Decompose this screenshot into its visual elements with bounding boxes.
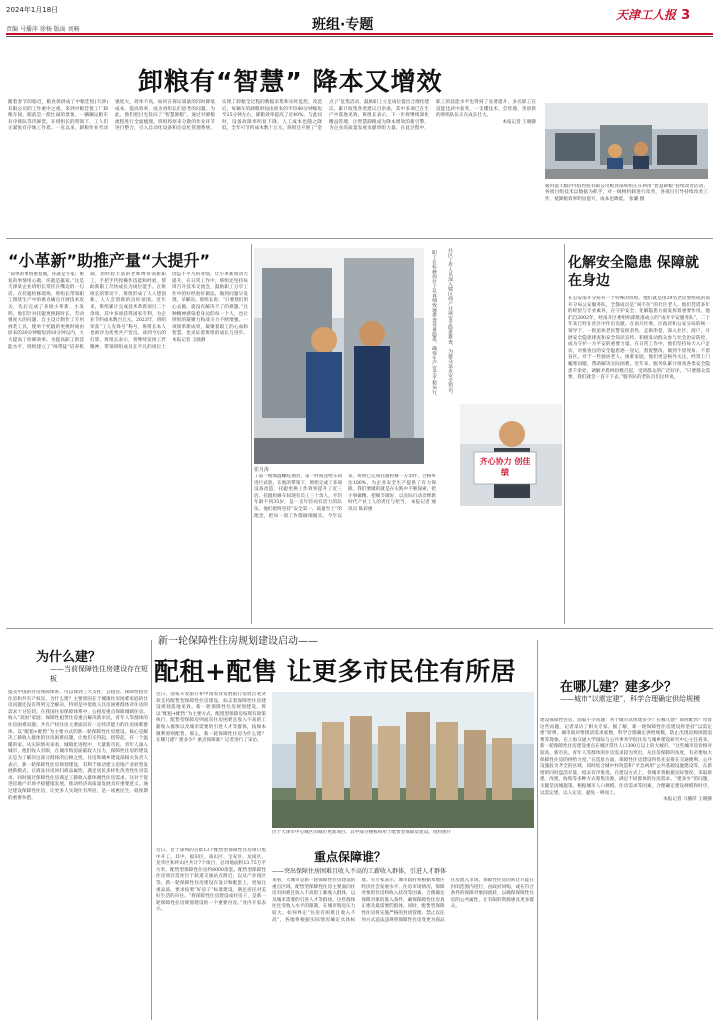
feature-reporter: 本报记者 马播萍 王晓静 — [663, 797, 712, 803]
feature-title: 配租+配售 让更多市民住有所居 — [154, 657, 517, 686]
sidebar-where-title: 在哪儿建？建多少？ — [560, 680, 678, 695]
feature-body: 近日，位于深圳的首批13个配售型保障性住房项目集中开工。其中，福田区、南山区、宝安区、龙岗区、龙华区和坪山区共计7个项目，总用地面积13.75万平方米，配售型保障性住房约8000余套。配售型保障性住房项目选址位于轨道交通站点附近，以及产业园区等。新一轮保障性住房建设在设计和配套上，更加注重品质，要求按照“好房子”标准建设，满足居民对美好生活的向往。“将保障性住房建设成好房子，是新一轮保障性住房规划建设的一个重要内容。”业内专家表示。 — [156, 848, 266, 913]
header-rule — [6, 33, 713, 35]
article1-title: 卸粮有“智慧” 降本又增效 — [138, 67, 443, 96]
article1-photo — [545, 103, 708, 179]
article1-body: 随着春节的临近，粮食保供成了中粮佳悦(天津)有限公司的工作重中之重。来到中粮佳悦工厂卸粮车间，眼前是一派忙碌的景象，一辆辆运粮车有序排队等待卸货。在班组长的带领下，工人们正紧张有序地工作着。一直以来，卸粮作业劳动强度大、效率不高，如何在保证质量的同时降低成本、提高效率，成为班组长们思考的问题。为此，他们把目光投向了“智慧卸粮”。通过对卸粮流程进行全面梳理，班组将原来分散的作业环节进行整合，引入自动化设备和信息化管理系统，实现了卸粮全过程的数据采集和实时监控。改造后，每辆车的卸粮时间由原来的平均40分钟缩短至25分钟左右，卸粮效率提高了近40%。与此同时，设备故障率明显下降，人工成本也随之降低，全年可节约成本数十万元。班组还开展了“金点子”征集活动，鼓励职工立足岗位提出合理化建议，累计收集各类建议百余条，其中多项已在生产中落地见效。班组长表示，下一步将继续深化精益管理，让智慧卸粮成为降本增效的新引擎，为企业高质量发展贡献班组力量。在此过程中，职工的技能水平也得到了显著提升，多名职工在技能比武中获奖，一支懂技术、会管理、善创新的班组队伍正在成长壮大。 本报记者 王晓静 — [8, 100, 536, 132]
feature-kicker: 新一轮保障性住房规划建设启动—— — [158, 636, 318, 647]
article3-title — [568, 254, 708, 290]
article3-photo — [460, 404, 562, 506]
sidebar-who-subtitle: ——突出保障住房困难且收入不高的工薪收入群体，引进人才群体 — [272, 868, 447, 875]
paper-name: 天津工人报 — [616, 8, 677, 22]
article2-side-credit: 张月涛 — [254, 467, 270, 473]
paper-masthead — [616, 4, 691, 23]
header-editors: 责编 马播萍 徐杨 版面 刘畅 — [6, 26, 80, 33]
article3-side-col: 社区工作人员深入辖区商户开展安全隐患排查，为群众送去安全知识。 — [447, 248, 452, 397]
vertical-divider-left — [151, 640, 152, 1020]
article2-body-continued: 了第一根细温螺纹抽管，第一时间送给车间进行试验。在他的带领下，班组完成了多项设备改造，托辊更换工作效率提升了近三倍。托辊检修车间现有员工三十余人，平均年龄不到35岁，是一支年轻而有活力的队伍。他们始终坚持“安全第一、质量至上”的理念，把每一项工作都做细做实。今年以来，班组已完成托辊检修一万余件，合格率达100%，为企业安全生产提供了有力保障。我们要做的就是在实践中不断探索，把小事做精、把细节做好，以实际行动诠释新时代产业工人的责任与担当。 本报记者 通讯员 陈彩惠 — [254, 474, 436, 519]
header-date: 2024年1月18日 — [6, 6, 59, 14]
article3-title-text: 化解安全隐患 保障就在身边 — [568, 255, 699, 289]
divider-1 — [6, 238, 713, 239]
workers-inspection-image — [254, 248, 424, 464]
factory-scene-image — [545, 103, 708, 179]
sidebar-where-subtitle: ——城市“以需定建”，科学合理确定供给规模 — [560, 695, 701, 703]
page-number: 3 — [681, 8, 691, 23]
article1-reporter: 本报记者 王晓静 — [502, 119, 536, 125]
feature-photo — [272, 692, 534, 828]
vertical-divider-mid — [251, 244, 252, 624]
feature-photo-caption: 位于天津市中心城区的城市更新项目，其中部分楼栋将用于配售型保障房建设。资料图片 — [272, 830, 452, 835]
article2-side-col: 职工在检修岗位上认真细致地排查设备隐患，确保生产安全平稳运行。 — [431, 250, 436, 399]
section-title: 班组·专题 — [312, 17, 374, 33]
page-header — [6, 4, 713, 34]
sidebar-who-body: 来看，大城市是新一轮保障性住房建设的重点区域。配售型保障性住房主要面向住房有困难且收入不高的工薪收入群体，以及城市需要的引进人才等群体。这些群体往往受收入水平的限制，在城市购房压力较大。如何界定“住房有困难且收入不高”，各地将根据实际情况确定具体标准。有专家表示，城市政府将根据本地区经济社会发展水平、住房市场情况、保障对象的住房和收入状况等因素，合理确定保障对象的准入条件，确保保障性住房真正惠及最需要的群体。同时，配售型保障性住房将实施严格的封闭管理，禁止以任何方式违法违规将保障性住房变更为商品住房流入市场。保障性住房的转让只能在封闭范围内进行，由政府回购，或在符合条件的保障对象间流转，以确保保障性住房的公共属性，让有限的资源惠及更多群众。 — [272, 878, 534, 923]
sidebar-why-body: 提及中国的住房保障体系，可以谈到三大支柱：公租房、保障性租赁住房和共有产权房。为什么建？主要原因在于城镇住房困难家庭的住房问题还没有得到完全解决，特别是中低收入住房困难群体对住房的需求十分迫切。在我国住房保障体系中，公租房重点保障城镇住房、收入“双困”家庭；保障性租赁住房重点解决新市民、青年人等群体的住房困难问题；共有产权住房主要面向有一定经济能力的住房困难群体。以“配租+配售”为主要方式的新一轮保障性住房建设，核心是解决工薪收入群体的住房困难问题，让他们买得起、租得起，有一个温暖的家。从实际情况来看，城镇化进程中，大量新市民、青年人涌入城市，他们收入有限，在城市购房面临较大压力，保障性住房的建设正是为了解决这部分群体的后顾之忧。住房和城乡建设部相关负责人表示，新一轮保障性住房规划建设，有利于推动建立房地产业转型发展新模式，让商品住房回归商品属性，满足居民多样化改善性住房需求，同时通过保障性住房满足工薪收入群体刚性住房需求。这对于促进房地产市场平稳健康发展、推动经济高质量发展具有重要意义。通过建设保障性住房，让更多人实现住有所居，是一项惠民生、稳预期的重要举措。 — [8, 690, 148, 801]
vertical-divider-mid2 — [564, 244, 565, 624]
article2-body: “简单的事情重复做，你就是专家；重复的事情用心做，你就是赢家。”这是天津某企业班组长常挂在嘴边的一句话。在托辊检修现场，班组长带领职工围绕生产中的难点痛点开展技术攻关，先后完成了多项小革新、小发明。他们针对托辊更换耗时长、劳动强度大的问题，自主设计制作了专用拆装工具，使单个托辊的更换时间由原来的30分钟缩短到10分钟以内，大大提高了检修效率。为提高职工的技能水平，班组建立了“师带徒”培养机制，由经验丰富的老师傅带领新职工，手把手传授操作技能和经验，帮助新职工尽快成长为岗位能手。在班组长的带动下，班组形成了人人想创新、人人会创新的良好氛围。近年来，班组累计完成技术革新项目二十余项，其中多项获得国家专利，为企业节约成本数百万元。2023年，班组荣获“工人先锋号”称号，班组长本人也被评为优秀共产党员。谈到今后的打算，班组长表示，将继续发扬工匠精神，带领班组成员在平凡的岗位上创造不平凡的业绩，让小革新推动大提升。在日常工作中，班组还坚持每周召开技术交流会，鼓励职工分享工作中的好经验好做法，做到问题早发现、早解决。班组长说：“只要我们用心去做，就没有解决不了的难题。”这种精神感染着身边的每一个人，也让班组的凝聚力和战斗力不断增强。一项项革新成果，凝聚着职工的心血和智慧，也见证着班组的成长与进步。 本报记者 王晓静 — [8, 272, 248, 350]
sidebar-why-subtitle: ——当前保障性住房建设存在短板 — [50, 665, 148, 683]
sidebar-who-title: 重点保障谁？ — [314, 850, 387, 864]
sidebar-where-body: 建设保障性住房，面临不少问题：各个城市具体建多少？在哪儿建？如何配售？带着这些问题，记者采访了相关专家。据了解，新一轮保障性住房建设将坚持“以需定建”原则，城市政府要摸清需求底数，科学合理确定供给规模，防止出现房源闲置浪费等现象。在上海交通大学国际与公共事务学院住房与城乡建设研究中心主任看来，新一轮保障性住房建设重点在城区常住人口300万以上的大城市，“这些城市房价相对较高，新市民、青年人等群体的住房需求较为突出，从住房保障的角度，有必要加大保障性住房的供给力度。”在选址方面，保障性住房建设将优先安排在交通便利、公共设施较为齐全的区域，同时结合城中村改造和“平急两用”公共基础设施建设等，在新增的同时盘活存量，稳妥有序推进。在建设方式上，各城市将根据实际情况，采取新建、改建、收购等多种方式筹集房源，满足不同群体的住房需求。“建多少”的问题，关键是因城施策，根据城市人口规模、住房需求等因素，合理确定建设规模和时序，以需定建、以人定房，避免一哄而上。 本报记者 马播萍 王晓静 — [540, 718, 712, 803]
safety-worker-portrait — [460, 404, 562, 506]
divider-2 — [6, 628, 713, 629]
article2-photo — [254, 248, 424, 464]
article2-title: “小革新”助推产量“大提升” — [8, 251, 211, 270]
residential-buildings-image — [272, 692, 534, 828]
sidebar-why-title: 为什么建？ — [36, 650, 102, 665]
article3-body: 在公安南开分局有一个特殊的班组，他们就是由29名老民警组成的南开分局公安服务队，全都成员是“闲不住”的社区老人。他们凭借多年的经验与专业素养，在守护安全、化解隐患方面发挥着重要作用。他们自2002年，经南开区委组织部批准成立的“南开平安服务队”，二十年来已经在社区中作出贡献。在南开区委、区政府和公安分局的统一领导下，一批退休老民警发挥余热，走街串巷，深入社区、商户，开展安全隐患排查和安全知识宣传，积极发动群众参与社会治安防控，成为守护一方平安的重要力量。在日常工作中，他们坚持每天入户走访，对排查出的安全隐患逐一登记，督促整改，做到不留死角、不留盲区。对于一些独居老人、困难家庭，他们更是格外关注，经常上门嘘寒问暖，帮助解决实际困难。近年来，服务队累计排查各类安全隐患千余处，调解矛盾纠纷数百起，受到群众的广泛好评。“只要群众需要，我们就会一直干下去。”服务队的老队员们这样说。 — [568, 296, 710, 381]
vertical-divider-right — [537, 640, 538, 1020]
article1-photo-caption: 通用爱丰粮(中国)控股有限公司粮食部班组正在利用“智慧卸粮”持续改善活动，各项目组技术以数据为抓手，对一线物料卸进行改善，各项目引导持续改善工作，使卸粮效率明显提升，成本也降低。 张璐 摄 — [545, 184, 708, 202]
article3-badge-text: 齐心协力 创佳绩 — [479, 457, 531, 477]
header-underline — [6, 36, 713, 37]
feature-lead: 近日，国家开发银行和中国农业发展银行发放首笔贷款支持配售型保障性住房建设，标志着保障性住房建设规划落地见效。新一轮保障性住房规划建设，将以“配租+配售”为主要方式，配租型保障房按现有政策执行，配售型保障房则面向住房困难且收入不高的工薪收入群体以及城市需要的引进人才等群体，按保本微利原则配售。那么，新一轮保障性住房为什么建？在哪儿建？建多少？重点保障谁？记者进行了采访。 — [156, 692, 266, 744]
